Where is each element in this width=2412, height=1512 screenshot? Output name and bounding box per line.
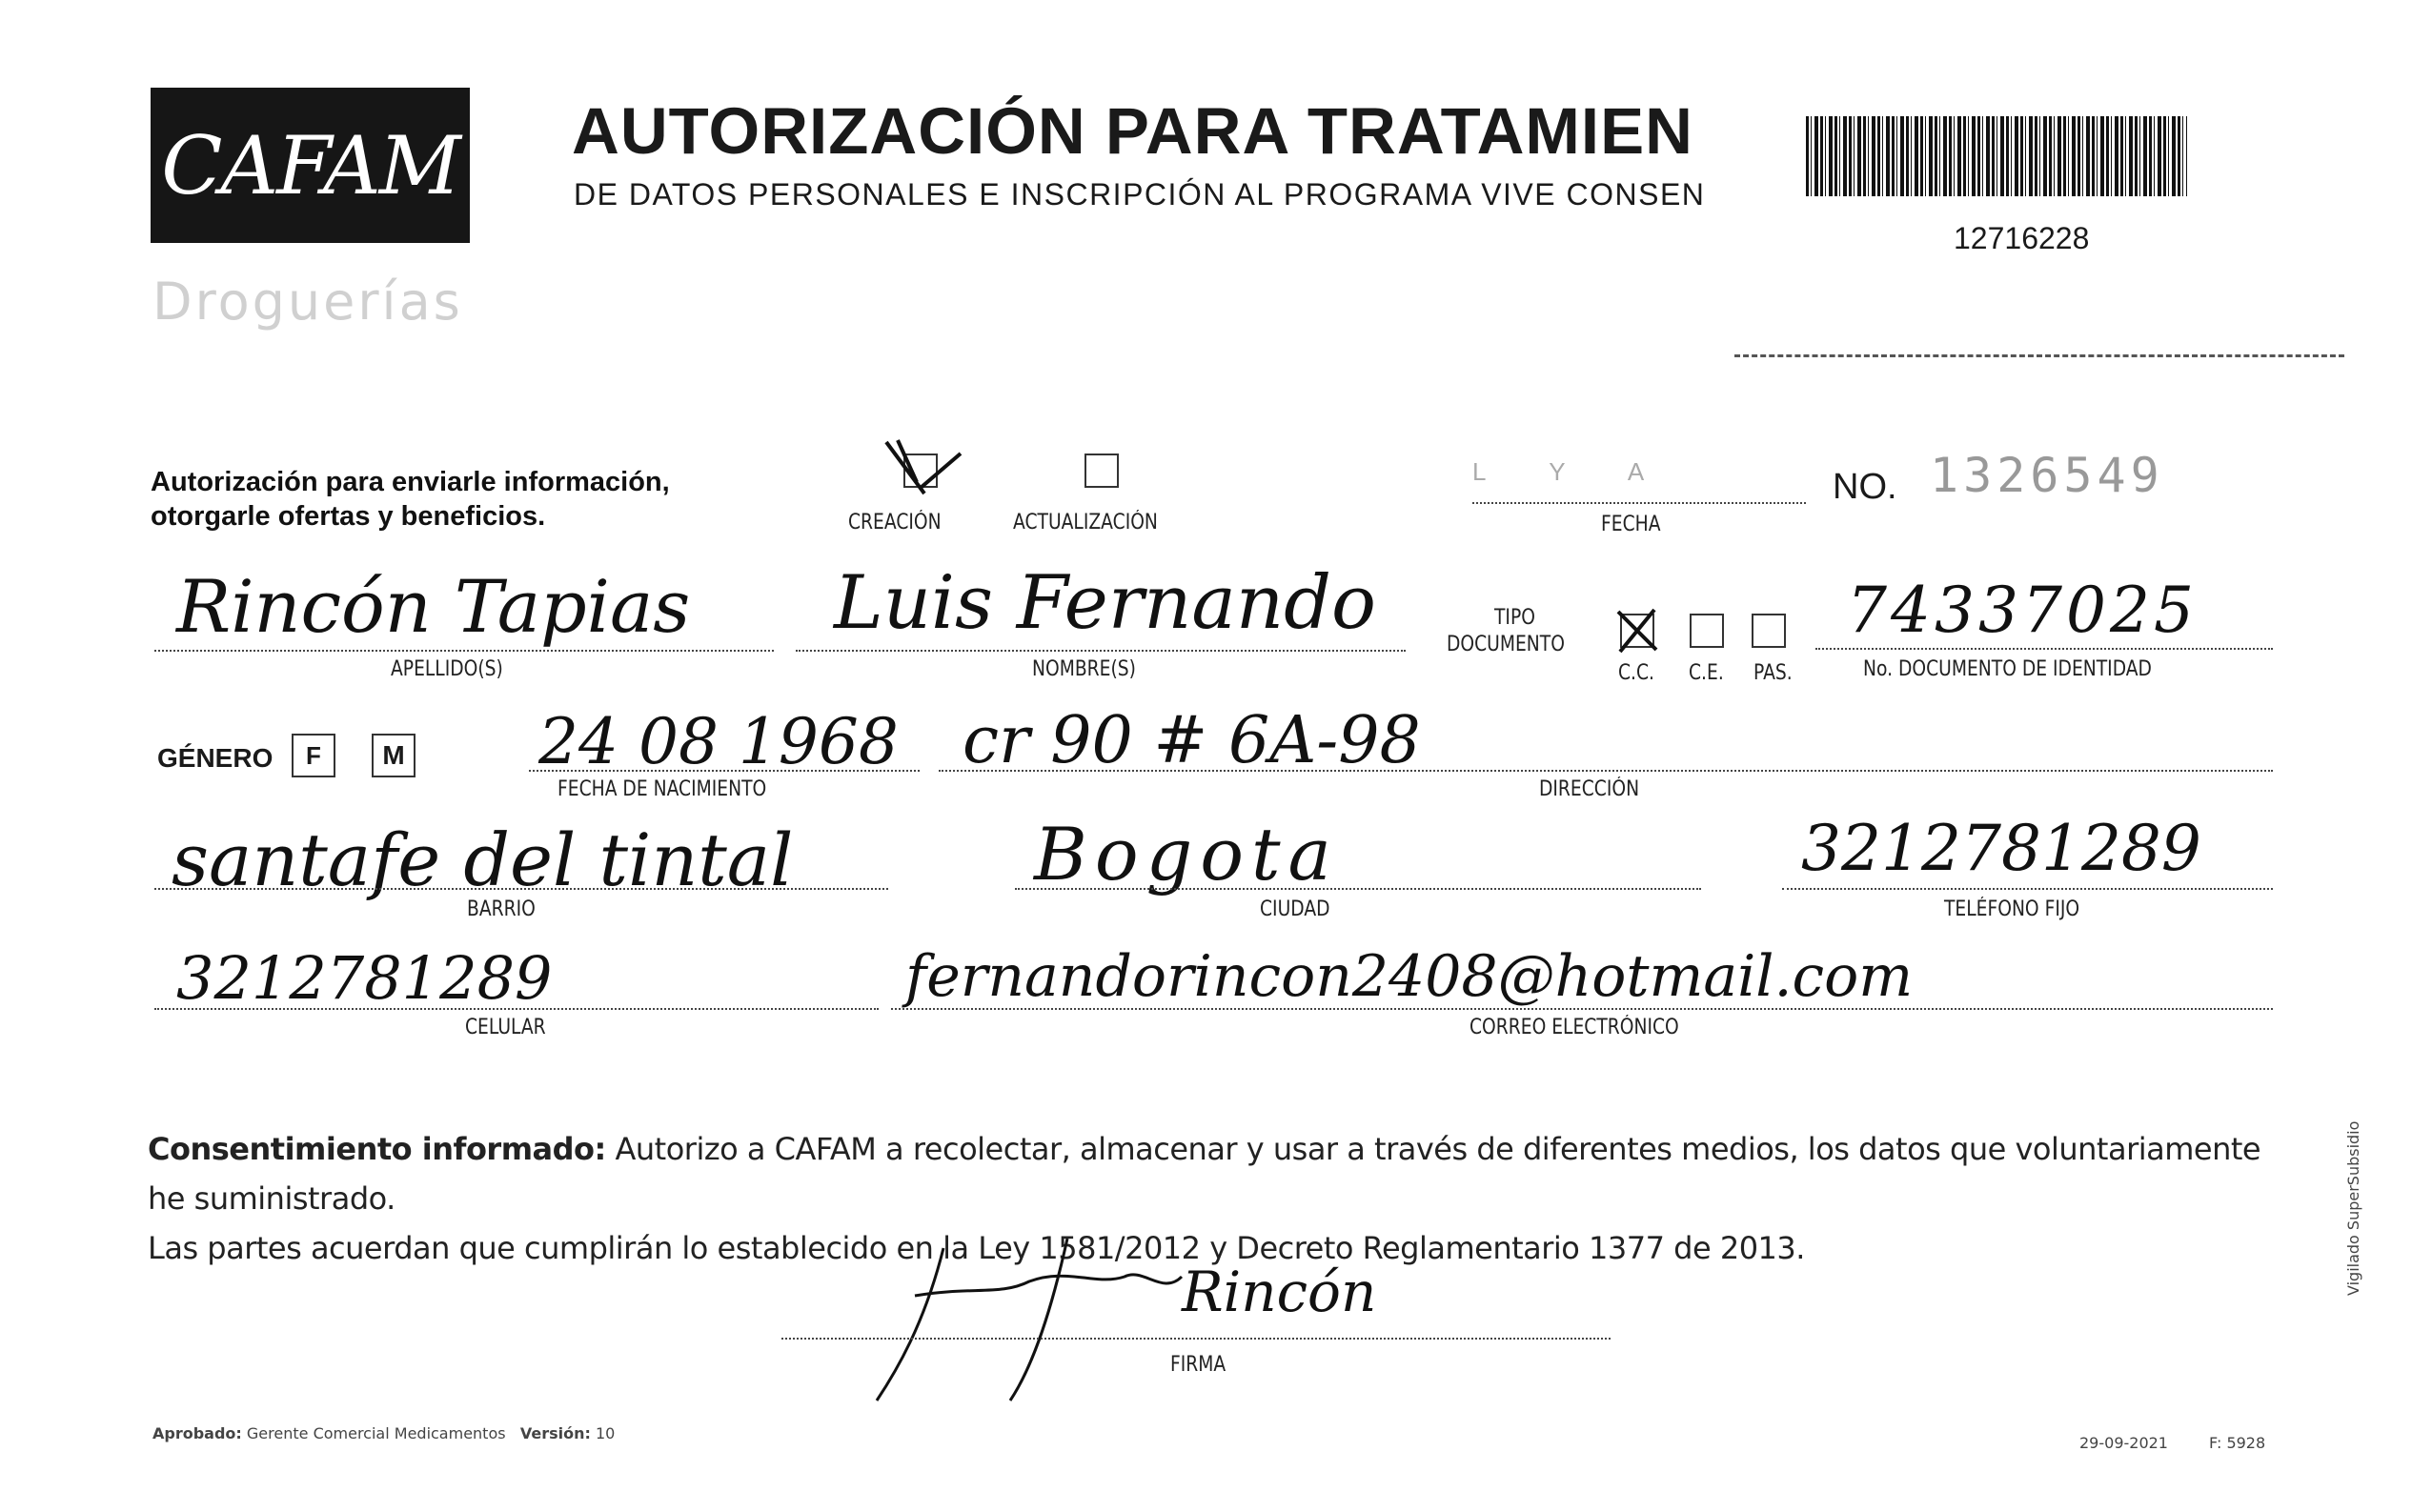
fecha-line [1472,502,1806,504]
barrio-label: BARRIO [467,897,536,921]
form-number-label: NO. [1833,467,1897,507]
document-subtitle: DE DATOS PERSONALES E INSCRIPCIÓN AL PROGRAMA VIVE CONSEN [574,177,1706,212]
fecha-nacimiento-label: FECHA DE NACIMIENTO [557,777,767,801]
apellidos-label: APELLIDO(S) [391,657,503,681]
signature-value: Rincón [1182,1260,1377,1324]
ciudad-value: Bogota [1034,812,1339,897]
consent-text-2: Las partes acuerdan que cumplirán lo establecido en la Ley 1581/2012 y Decreto Reglamentario 1377 de 2013. [148,1230,1805,1266]
documento-label: DOCUMENTO [1447,633,1565,656]
x-mark-icon [1614,606,1660,655]
consent-text-1: Autorizo a CAFAM a recolectar, almacenar y usar a través de diferentes medios, los datos que voluntariamente he suministrado. [148,1131,2261,1217]
celular-line [154,1008,879,1010]
form-number: 1326549 [1930,448,2164,503]
nombres-value: Luis Fernando [834,560,1376,646]
direccion-value: cr 90 # 6A-98 [963,703,1421,778]
pas-checkbox[interactable] [1752,614,1786,648]
genero-f-label: F [306,740,321,770]
barrio-line [154,888,888,890]
ce-label: C.E. [1689,661,1724,685]
genero-f-box[interactable] [292,734,335,777]
barcode [1806,116,2187,196]
footer-aprobado [152,1424,615,1442]
fecha-value: L Y A [1472,457,1673,486]
authorization-line-2: otorgarle ofertas y beneficios. [151,501,546,532]
authorization-line-1: Autorización para enviarle información, [151,467,670,497]
aprobado-label: Aprobado: [152,1424,242,1442]
consent-heading: Consentimiento informado: [148,1131,606,1167]
fecha-label: FECHA [1601,513,1661,536]
ciudad-line [1015,888,1701,890]
barcode-number: 12716228 [1954,221,2090,255]
documento-line [1815,648,2273,650]
cafam-logo [151,88,470,243]
signature-line [781,1338,1611,1340]
telefono-line [1782,888,2273,890]
version-value: 10 [595,1424,616,1442]
apellidos-line [154,650,774,652]
actualizacion-checkbox[interactable] [1084,454,1119,488]
authorization-text [151,465,670,534]
creacion-checkbox[interactable] [903,454,938,488]
logo-subtitle: Droguerías [152,272,463,332]
side-text: Vigilado SuperSubsidio [2344,1120,2362,1296]
genero-m-label: M [382,740,405,770]
ciudad-label: CIUDAD [1260,897,1330,921]
correo-value: fernandorincon2408@hotmail.com [905,943,1914,1010]
cc-checkbox[interactable] [1620,614,1654,648]
correo-label: CORREO ELECTRÓNICO [1469,1016,1679,1039]
check-mark-icon [879,434,964,511]
fecha-nacimiento-line [529,770,920,772]
genero-label: GÉNERO [157,743,274,773]
footer-date: 29-09-2021 [2079,1434,2168,1452]
documento-number-label: No. DOCUMENTO DE IDENTIDAD [1863,657,2152,681]
dashed-divider [1734,354,2344,357]
document-title: AUTORIZACIÓN PARA TRATAMIEN [572,94,1693,168]
direccion-label: DIRECCIÓN [1539,777,1640,801]
direccion-line [939,770,2273,772]
apellidos-value: Rincón Tapias [176,564,691,649]
ce-checkbox[interactable] [1690,614,1724,648]
celular-value: 3212781289 [176,943,553,1013]
footer-code: F: 5928 [2209,1434,2266,1452]
documento-value: 74337025 [1847,574,2198,647]
tipo-label: TIPO [1494,606,1535,630]
celular-label: CELULAR [465,1016,546,1039]
version-label: Versión: [519,1424,591,1442]
actualizacion-label: ACTUALIZACIÓN [1013,511,1158,534]
pas-label: PAS. [1753,661,1793,685]
correo-line [891,1008,2273,1010]
telefono-label: TELÉFONO FIJO [1944,897,2080,921]
barrio-value: santafe del tintal [172,817,794,902]
logo-text: CAFAM [161,118,459,212]
cc-label: C.C. [1618,661,1655,685]
genero-m-box[interactable] [372,734,416,777]
aprobado-value: Gerente Comercial Medicamentos [246,1424,506,1442]
nombres-label: NOMBRE(S) [1032,657,1136,681]
creacion-label: CREACIÓN [848,511,942,534]
nombres-line [796,650,1406,652]
fecha-nacimiento-value: 24 08 1968 [538,705,899,778]
telefono-value: 3212781289 [1801,812,2201,885]
signature-label: FIRMA [1170,1353,1226,1377]
